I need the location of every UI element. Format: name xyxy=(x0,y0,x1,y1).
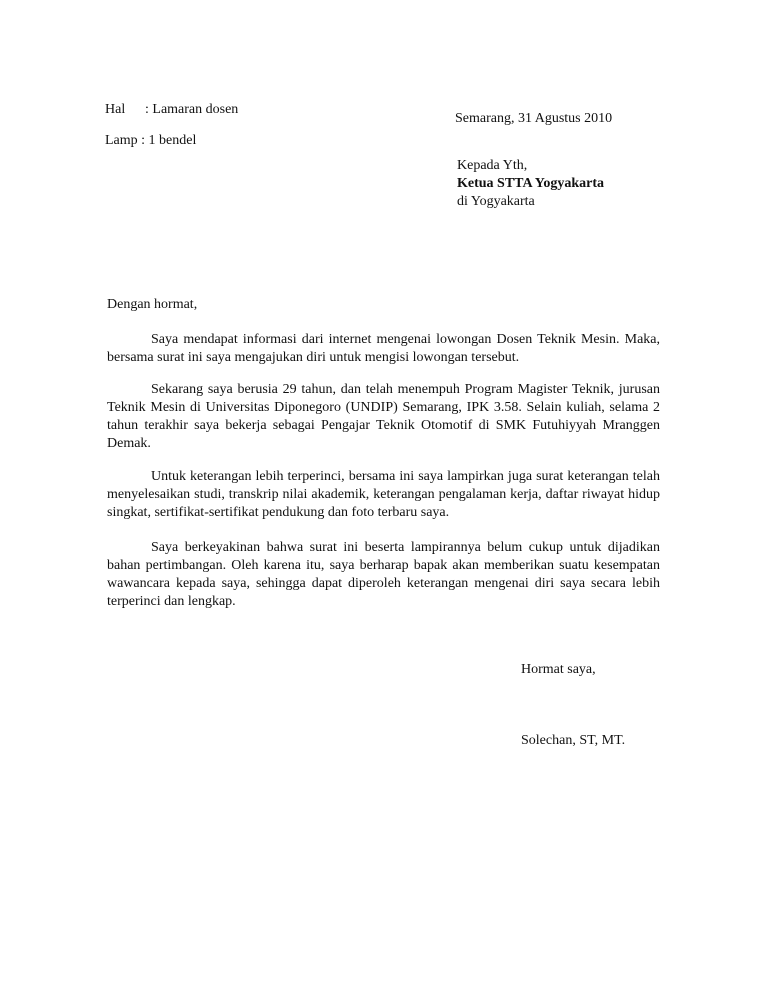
greeting: Dengan hormat, xyxy=(107,297,198,312)
recipient-name: Ketua STTA Yogyakarta xyxy=(457,176,605,191)
recipient-salutation: Kepada Yth, xyxy=(457,158,528,173)
recipient-block xyxy=(457,157,604,211)
body-paragraph-1: Saya mendapat informasi dari internet mengenai lowongan Dosen Teknik Mesin. Maka, bersama surat ini saya mengajukan diri untuk mengisi lowongan tersebut. xyxy=(107,332,660,365)
signer-name: Solechan, ST, MT. xyxy=(521,733,626,748)
recipient-location: di Yogyakarta xyxy=(457,194,535,209)
subject-label: Hal xyxy=(105,102,126,117)
body-paragraph-4: Saya berkeyakinan bahwa surat ini beserta lampirannya belum cukup untuk dijadikan bahan pertimbangan. Oleh karena itu, saya berharap bapak akan memberikan suatu kesempatan wawancara kepada saya, sehingga dapat diperoleh keterangan mengenai diri saya secara lebih terperinci dan lengkap. xyxy=(107,540,660,609)
body-paragraph-3: Untuk keterangan lebih terperinci, bersama ini saya lampirkan juga surat keterangan telah menyelesaikan studi, transkrip nilai akademik, keterangan pengalaman kerja, daftar riwayat hidup singkat, sertifikat-sertifikat pendukung dan foto terbaru saya. xyxy=(107,469,660,520)
closing-salutation: Hormat saya, xyxy=(521,662,596,677)
attachment-line: Lamp : 1 bendel xyxy=(105,133,197,148)
body-paragraph-2: Sekarang saya berusia 29 tahun, dan telah menempuh Program Magister Teknik, jurusan Teknik Mesin di Universitas Diponegoro (UNDIP) Semarang, IPK 3.58. Selain kuliah, selama 2 tahun terakhir saya bekerja sebagai Pengajar Teknik Otomotif di SMK Futuhiyyah Mranggen Demak. xyxy=(107,382,660,451)
letter-date: Semarang, 31 Agustus 2010 xyxy=(455,111,613,126)
subject-value: : Lamaran dosen xyxy=(145,102,239,117)
